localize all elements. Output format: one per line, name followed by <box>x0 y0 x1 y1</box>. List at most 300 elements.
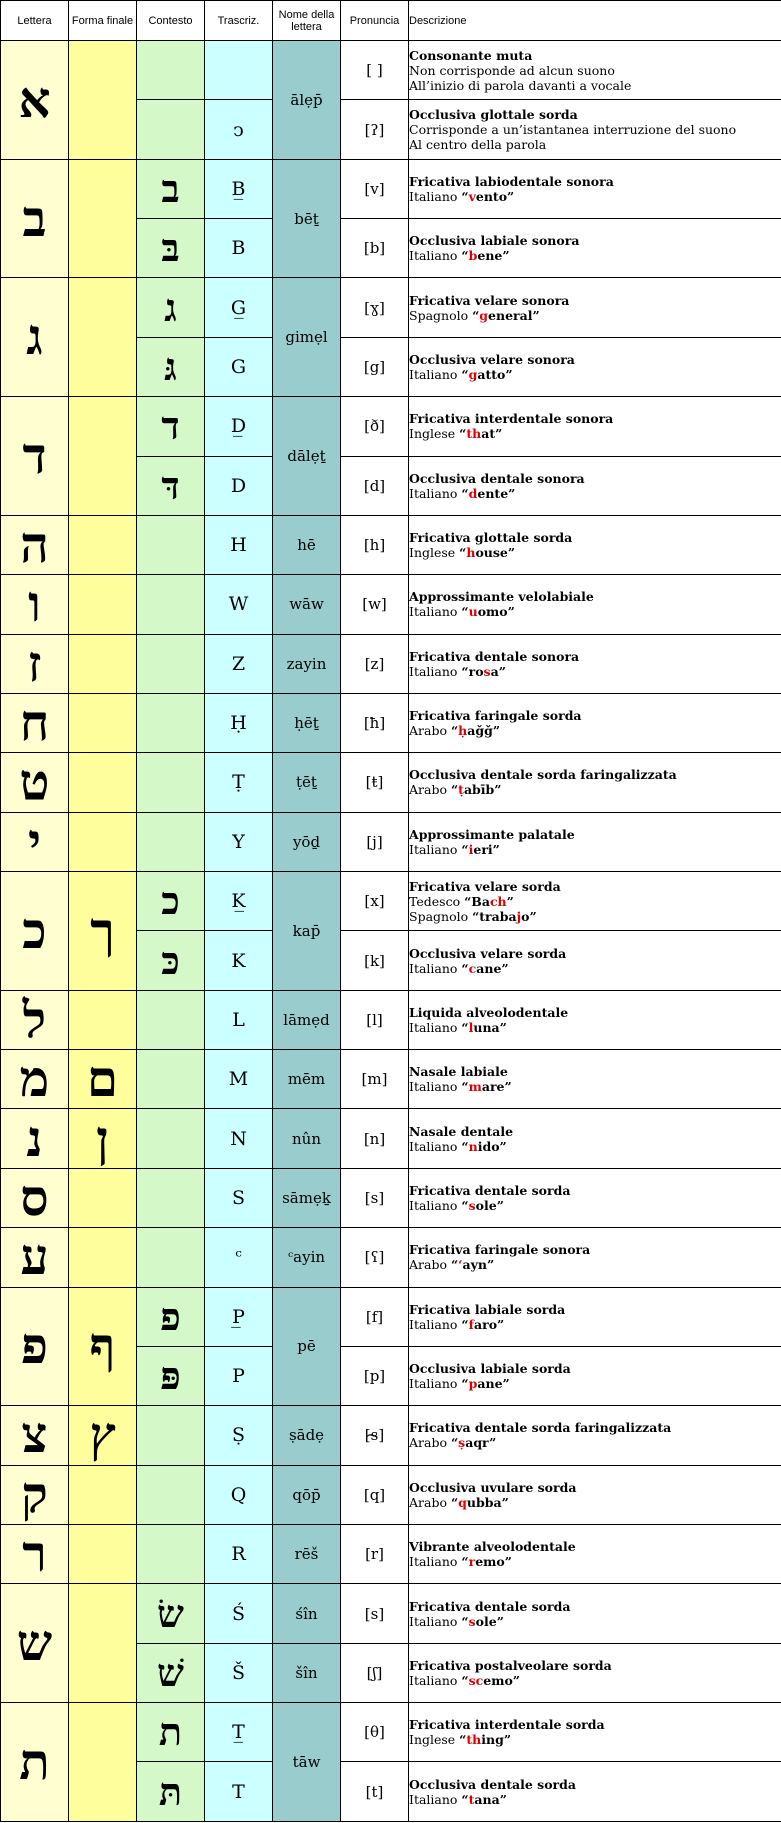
description-text: ubba” <box>466 1494 509 1510</box>
letter-name-cell: dālẹṯ <box>273 397 341 516</box>
context-form-cell <box>137 1287 205 1346</box>
hebrew-letter-cell <box>1 872 69 991</box>
letter-name-cell: rēš <box>273 1524 341 1583</box>
transcription-cell: ᶜ <box>205 1228 273 1287</box>
context-form: ד <box>161 403 180 449</box>
context-form-cell <box>137 278 205 337</box>
header-pronunciation: Pronuncia <box>341 1 409 41</box>
letter-name-cell: ṭēṯ <box>273 753 341 812</box>
context-form-cell <box>137 219 205 278</box>
description-text: eneral” <box>488 307 540 323</box>
description-cell <box>409 159 781 218</box>
description-text: ane” <box>476 960 509 976</box>
description-cell <box>409 575 781 634</box>
pronunciation-cell: [f] <box>341 1287 409 1346</box>
final-form-cell <box>69 634 137 693</box>
description-text: a” <box>490 663 506 679</box>
description-line <box>409 1614 781 1629</box>
final-form-cell <box>69 1584 137 1703</box>
context-form-cell <box>137 397 205 456</box>
description-text: Arabo <box>409 1494 451 1510</box>
description-text: “ <box>461 248 469 264</box>
description-text: Italiano <box>409 485 462 501</box>
description-line <box>409 1554 781 1569</box>
table-row <box>1 634 781 693</box>
description-text: aǧǧ” <box>467 723 501 739</box>
final-form-cell <box>69 872 137 991</box>
context-form-cell <box>137 41 205 100</box>
description-cell <box>409 1346 781 1405</box>
description-text: ” <box>506 893 514 909</box>
description-text: ing” <box>481 1732 512 1748</box>
description-text: “ <box>461 1672 469 1688</box>
hebrew-letter: ו <box>28 574 41 634</box>
hebrew-letter: ז <box>27 634 42 693</box>
transcription-cell: Q <box>205 1465 273 1524</box>
final-form-letter: ן <box>96 1108 109 1168</box>
table-row <box>1 1465 781 1524</box>
description-title: Nasale labiale <box>409 1064 508 1080</box>
description-text: “ <box>461 1019 469 1035</box>
description-text: o” <box>521 908 537 924</box>
highlighted-sound: g <box>479 307 489 323</box>
description-text: Inglese <box>409 545 460 561</box>
letter-name-cell: śîn <box>273 1584 341 1643</box>
pronunciation-cell: [v] <box>341 159 409 218</box>
description-title: Fricativa postalveolare sorda <box>409 1657 612 1673</box>
header-letter: Lettera <box>1 1 69 41</box>
hebrew-letter: ב <box>22 188 47 248</box>
description-text: Italiano <box>409 366 462 382</box>
highlighted-sound: m <box>468 1079 482 1095</box>
table-row <box>1 990 781 1049</box>
transcription-cell: D <box>205 456 273 515</box>
context-form: פ <box>160 1293 181 1339</box>
description-cell <box>409 1762 781 1821</box>
description-text: Non corrisponde ad alcun suono <box>409 62 615 78</box>
transcription-cell <box>205 41 273 100</box>
header-context: Contesto <box>137 1 205 41</box>
highlighted-sound: n <box>468 1138 478 1154</box>
description-title: Occlusiva dentale sorda <box>409 1776 576 1792</box>
header-letter-name: Nome della lettera <box>273 1 341 41</box>
description-line <box>409 426 781 441</box>
description-cell <box>409 1050 781 1109</box>
pronunciation-cell: [ʔ] <box>341 100 409 159</box>
transcription-cell: G̲ <box>205 278 273 337</box>
table-row <box>1 1050 781 1109</box>
hebrew-letter: ס <box>20 1168 49 1227</box>
description-title: Occlusiva dentale sonora <box>409 470 585 486</box>
description-text: Arabo <box>409 782 451 798</box>
transcription-cell: P̲ <box>205 1287 273 1346</box>
pronunciation-cell: [s] <box>341 1168 409 1227</box>
pronunciation-cell: [d] <box>341 456 409 515</box>
description-line <box>409 1139 781 1154</box>
hebrew-letter: צ <box>21 1405 48 1465</box>
pronunciation-cell: [m] <box>341 1050 409 1109</box>
highlighted-sound: th <box>466 426 482 442</box>
highlighted-sound: ʻ <box>458 1257 463 1273</box>
description-cell <box>409 693 781 752</box>
highlighted-sound: d <box>468 485 478 501</box>
description-text: “traba <box>472 908 517 924</box>
description-line <box>409 894 781 909</box>
context-form-cell <box>137 693 205 752</box>
hebrew-letter: פ <box>20 1316 49 1376</box>
context-form: כ <box>161 878 180 924</box>
final-form-letter: ך <box>90 900 115 960</box>
description-text: ouse” <box>475 545 516 561</box>
highlighted-sound: u <box>468 604 478 620</box>
hebrew-letter-cell <box>1 159 69 278</box>
hebrew-letter: ד <box>22 426 47 486</box>
final-form-cell <box>69 1168 137 1227</box>
transcription-cell: Ś <box>205 1584 273 1643</box>
description-line <box>409 664 781 679</box>
highlighted-sound: ṣ <box>458 1435 466 1451</box>
description-text: emo” <box>475 1554 512 1570</box>
description-cell <box>409 456 781 515</box>
description-title: Occlusiva velare sonora <box>409 351 575 367</box>
description-text: Italiano <box>409 1079 462 1095</box>
description-title: Occlusiva uvulare sorda <box>409 1479 577 1495</box>
table-row <box>1 515 781 574</box>
description-cell <box>409 1643 781 1702</box>
description-line <box>409 367 781 382</box>
description-text: “ <box>459 545 467 561</box>
description-line <box>409 1198 781 1213</box>
highlighted-sound: sc <box>468 1672 484 1688</box>
description-text: “ <box>450 1257 459 1273</box>
description-text: Inglese <box>409 426 460 442</box>
description-title: Occlusiva labiale sorda <box>409 1361 571 1377</box>
header-final-form: Forma finale <box>69 1 137 41</box>
context-form-cell <box>137 1228 205 1287</box>
context-form-cell <box>137 1643 205 1702</box>
highlighted-sound: p <box>468 1376 478 1392</box>
hebrew-letter: א <box>18 69 51 129</box>
context-form-cell <box>137 1465 205 1524</box>
context-form-cell <box>137 634 205 693</box>
table-row <box>1 278 781 337</box>
description-text: “ <box>450 782 459 798</box>
description-title: Occlusiva glottale sorda <box>409 107 578 123</box>
context-form-cell <box>137 1346 205 1405</box>
final-form-cell <box>69 1465 137 1524</box>
description-text: ente” <box>477 485 516 501</box>
hebrew-letter-cell <box>1 278 69 397</box>
transcription-cell: R <box>205 1524 273 1583</box>
description-text: Italiano <box>409 1316 462 1332</box>
transcription-cell: L <box>205 990 273 1049</box>
description-text: are” <box>481 1079 512 1095</box>
description-title: Approssimante palatale <box>409 826 575 842</box>
header-description: Descrizione <box>409 1 781 41</box>
hebrew-letter-cell <box>1 1109 69 1168</box>
highlighted-sound: l <box>468 1019 474 1035</box>
context-form: פּ <box>160 1353 181 1399</box>
hebrew-letter: מ <box>19 1049 50 1109</box>
description-title: Fricativa dentale sorda <box>409 1183 571 1198</box>
hebrew-letter: נ <box>26 1108 43 1168</box>
hebrew-letter-cell <box>1 634 69 693</box>
transcription-cell: N <box>205 1109 273 1168</box>
highlighted-sound: h <box>466 545 476 561</box>
description-cell <box>409 41 781 100</box>
description-text: “Ba <box>464 893 490 909</box>
description-text: “ <box>461 485 469 501</box>
table-row <box>1 1406 781 1465</box>
table-row <box>1 575 781 634</box>
description-line <box>409 248 781 263</box>
description-cell <box>409 397 781 456</box>
description-cell <box>409 1524 781 1583</box>
description-title: Vibrante alveolodentale <box>409 1539 576 1555</box>
letter-name-cell: šîn <box>273 1643 341 1702</box>
pronunciation-cell: [ɣ] <box>341 278 409 337</box>
description-cell <box>409 1109 781 1168</box>
highlighted-sound: b <box>468 248 478 264</box>
hebrew-letter-cell <box>1 1584 69 1703</box>
hebrew-letter: ל <box>22 990 47 1049</box>
description-text: Italiano <box>409 1019 462 1035</box>
description-text: Arabo <box>409 1257 451 1273</box>
letter-name-cell: wāw <box>273 575 341 634</box>
description-title: Fricativa faringale sorda <box>409 708 582 724</box>
context-form-cell <box>137 1703 205 1762</box>
description-title: Fricativa dentale sonora <box>409 648 580 664</box>
description-cell <box>409 753 781 812</box>
table-row <box>1 1287 781 1346</box>
description-title: Fricativa faringale sonora <box>409 1242 591 1258</box>
transcription-cell: T <box>205 1762 273 1821</box>
highlighted-sound: s <box>468 1613 476 1629</box>
description-text: Italiano <box>409 1613 462 1629</box>
final-form-cell <box>69 278 137 397</box>
final-form-cell <box>69 990 137 1049</box>
highlighted-sound: ḥ <box>458 723 468 739</box>
highlighted-sound: f <box>468 1316 475 1332</box>
description-text: Al centro della parola <box>409 137 547 153</box>
context-form: ג <box>164 284 177 330</box>
letter-name-cell: mēm <box>273 1050 341 1109</box>
hebrew-letter-cell <box>1 1228 69 1287</box>
transcription-cell: T̲ <box>205 1703 273 1762</box>
context-form-cell <box>137 1050 205 1109</box>
description-text: aro” <box>474 1316 505 1332</box>
final-form-cell <box>69 812 137 871</box>
description-text: “ <box>461 1791 469 1807</box>
description-text: Italiano <box>409 1672 462 1688</box>
transcription-cell: Y <box>205 812 273 871</box>
description-title: Liquida alveolodentale <box>409 1004 569 1020</box>
pronunciation-cell: [w] <box>341 575 409 634</box>
description-cell <box>409 872 781 931</box>
pronunciation-cell: [j] <box>341 812 409 871</box>
description-title: Fricativa interdentale sonora <box>409 411 614 427</box>
pronunciation-cell: [θ] <box>341 1703 409 1762</box>
description-title: Fricativa velare sonora <box>409 292 570 308</box>
transcription-cell: S <box>205 1168 273 1227</box>
pronunciation-cell: [q] <box>341 1465 409 1524</box>
highlighted-sound: s <box>483 663 491 679</box>
description-title: Fricativa labiodentale sonora <box>409 173 614 189</box>
context-form-cell <box>137 812 205 871</box>
description-cell <box>409 1406 781 1465</box>
description-text: Italiano <box>409 663 462 679</box>
transcription-cell: W <box>205 575 273 634</box>
table-row <box>1 1109 781 1168</box>
hebrew-letter-cell <box>1 575 69 634</box>
context-form: ב <box>161 165 180 211</box>
final-form-cell <box>69 159 137 278</box>
description-text: “ <box>461 604 469 620</box>
description-text: Italiano <box>409 1554 462 1570</box>
description-text: at” <box>481 426 503 442</box>
hebrew-letter-cell <box>1 1406 69 1465</box>
description-text: Arabo <box>409 1435 451 1451</box>
description-line <box>409 137 781 152</box>
description-line <box>409 1732 781 1747</box>
hebrew-letter-cell <box>1 1703 69 1822</box>
description-line <box>409 723 781 738</box>
highlighted-sound: q <box>458 1494 467 1510</box>
final-form-letter: ם <box>86 1049 119 1109</box>
description-text: “ <box>459 1732 467 1748</box>
description-text: ole” <box>475 1613 504 1629</box>
description-text: Italiano <box>409 1138 462 1154</box>
description-text: ene” <box>477 248 510 264</box>
hebrew-letter-cell <box>1 41 69 160</box>
description-title: Occlusiva velare sorda <box>409 945 567 961</box>
letter-name-cell: sāmẹḵ <box>273 1168 341 1227</box>
description-line <box>409 486 781 501</box>
description-line <box>409 545 781 560</box>
highlighted-sound: i <box>468 841 474 857</box>
hebrew-letter: ח <box>19 693 50 753</box>
description-text: Italiano <box>409 1791 462 1807</box>
hebrew-letter-cell <box>1 1465 69 1524</box>
hebrew-letter: ר <box>22 1524 47 1584</box>
description-title: Nasale dentale <box>409 1123 514 1139</box>
context-form-cell <box>137 990 205 1049</box>
description-text: “ <box>461 1613 469 1629</box>
description-text: “ <box>461 1198 469 1213</box>
final-form-letter: ף <box>89 1316 116 1376</box>
hebrew-letter-cell <box>1 1287 69 1406</box>
table-row <box>1 41 781 100</box>
table-row <box>1 872 781 931</box>
transcription-cell: Ṭ <box>205 753 273 812</box>
description-text: “ <box>459 426 467 442</box>
context-form-cell <box>137 1762 205 1821</box>
description-title: Fricativa interdentale sorda <box>409 1717 605 1733</box>
context-form: גּ <box>164 343 177 389</box>
context-form: דּ <box>161 462 180 508</box>
transcription-cell: M <box>205 1050 273 1109</box>
final-form-cell <box>69 1228 137 1287</box>
description-cell <box>409 1287 781 1346</box>
highlighted-sound: ṭ <box>458 782 464 798</box>
context-form: שׁ <box>157 1649 184 1695</box>
final-form-letter: ץ <box>89 1405 116 1465</box>
pronunciation-cell: [g] <box>341 337 409 396</box>
pronunciation-cell: [b] <box>341 219 409 278</box>
hebrew-letter: ש <box>16 1613 53 1673</box>
context-form-cell <box>137 1109 205 1168</box>
letter-name-cell: ḥēṯ <box>273 693 341 752</box>
description-text: “ <box>461 841 469 857</box>
description-cell <box>409 337 781 396</box>
description-line <box>409 961 781 976</box>
description-text: “ro <box>461 663 484 679</box>
pronunciation-cell: [p] <box>341 1346 409 1405</box>
description-cell <box>409 634 781 693</box>
letter-name-cell: qōp̄ <box>273 1465 341 1524</box>
letter-name-cell: zayin <box>273 634 341 693</box>
hebrew-letter-cell <box>1 1524 69 1583</box>
final-form-cell <box>69 515 137 574</box>
letter-name-cell: tāw <box>273 1703 341 1822</box>
description-text: eri” <box>473 841 500 857</box>
transcription-cell: B <box>205 219 273 278</box>
transcription-cell: ͻ <box>205 100 273 159</box>
transcription-cell: P <box>205 1346 273 1405</box>
context-form: בּ <box>161 225 180 271</box>
transcription-cell: Z <box>205 634 273 693</box>
letter-name-cell: lāmẹd <box>273 990 341 1049</box>
letter-name-cell: nûn <box>273 1109 341 1168</box>
hebrew-letter: ט <box>19 752 50 812</box>
pronunciation-cell: [ŧ] <box>341 753 409 812</box>
final-form-cell <box>69 1050 137 1109</box>
letter-name-cell: ṣādẹ <box>273 1406 341 1465</box>
transcription-cell: Ḥ <box>205 693 273 752</box>
hebrew-letter: ג <box>26 307 43 367</box>
description-text: Italiano <box>409 1376 462 1392</box>
hebrew-letter: י <box>27 812 42 871</box>
description-text: Italiano <box>409 1198 462 1213</box>
hebrew-letter-cell <box>1 515 69 574</box>
description-line <box>409 842 781 857</box>
description-text: “ <box>450 1494 459 1510</box>
highlighted-sound: j <box>516 908 522 924</box>
pronunciation-cell: [ħ] <box>341 693 409 752</box>
context-form-cell <box>137 1406 205 1465</box>
context-form-cell <box>137 575 205 634</box>
description-text: Italiano <box>409 841 462 857</box>
pronunciation-cell: [s] <box>341 1584 409 1643</box>
description-text: “ <box>461 1079 469 1095</box>
hebrew-letter-cell <box>1 1168 69 1227</box>
highlighted-sound: g <box>468 366 478 382</box>
context-form-cell <box>137 753 205 812</box>
table-row <box>1 159 781 218</box>
hebrew-letter-cell <box>1 1050 69 1109</box>
description-text: ana” <box>474 1791 507 1807</box>
description-line <box>409 1020 781 1035</box>
table-row <box>1 812 781 871</box>
description-text: ido” <box>477 1138 507 1154</box>
letter-name-cell: hē <box>273 515 341 574</box>
context-form-cell <box>137 515 205 574</box>
description-cell <box>409 931 781 990</box>
context-form: שׂ <box>157 1590 184 1636</box>
final-form-cell <box>69 1703 137 1822</box>
description-line <box>409 1792 781 1807</box>
table-row <box>1 693 781 752</box>
